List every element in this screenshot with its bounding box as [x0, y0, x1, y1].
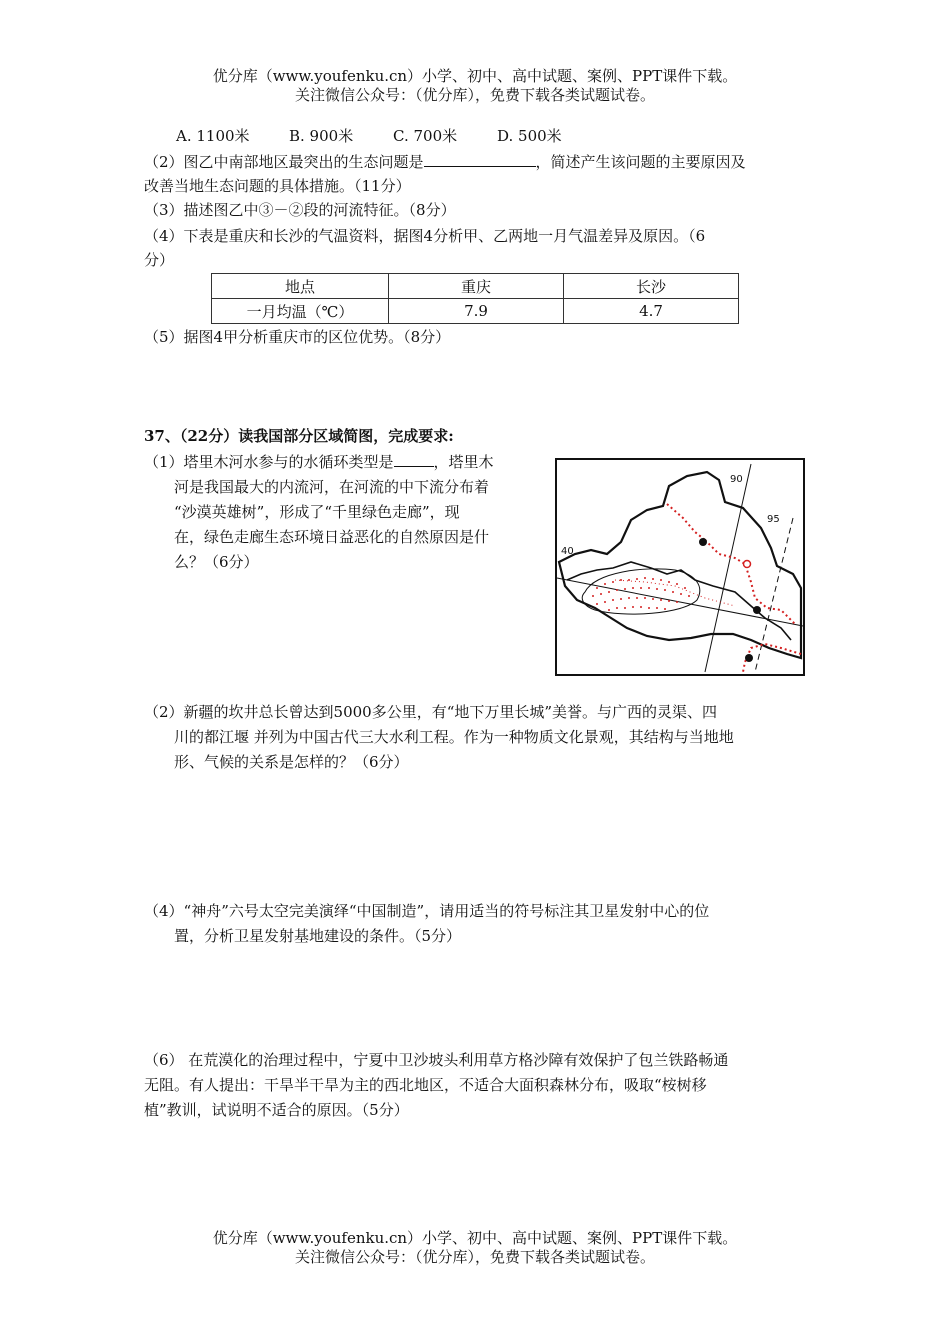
map-frame [556, 459, 804, 675]
region-map [555, 458, 805, 676]
q37-part6-line2: 无阻。有人提出：干旱半干旱为主的西北地区，不适合大面积森林分布，吸取“桉树移 [144, 1076, 707, 1094]
header-line-1: 优分库（www.youfenku.cn）小学、初中、高中试题、案例、PPT课件下载。 [212, 67, 738, 85]
table-header-changsha: 长沙 [564, 274, 739, 299]
option-b: B. 900米 [289, 127, 354, 145]
q37-part4-line2: 置，分析卫星发射基地建设的条件。（5分） [174, 927, 462, 945]
city-dot [699, 538, 707, 546]
table-header-place: 地点 [212, 274, 389, 299]
table-cell-chongqing: 7.9 [389, 299, 564, 324]
q37-part6-line1: （6） 在荒漠化的治理过程中，宁夏中卫沙坡头利用草方格沙障有效保护了包兰铁路畅通 [144, 1051, 729, 1069]
temperature-table [211, 273, 739, 324]
label-40: 40 [561, 546, 574, 557]
q37-part1-text-b: ，塔里木 [433, 453, 494, 471]
q37-part1-line5: 么？（6分） [174, 553, 259, 571]
q36-part2-line2: 改善当地生态问题的具体措施。（11分） [144, 177, 411, 195]
table-header-row [212, 274, 739, 299]
footer-line-2: 关注微信公众号：（优分库），免费下载各类试题试卷。 [294, 1248, 655, 1266]
option-a: A. 1100米 [176, 127, 250, 145]
table-row [212, 299, 739, 324]
q37-part2-line3: 形、气候的关系是怎样的？（6分） [174, 753, 409, 771]
city-dot [753, 606, 761, 614]
region-map-svg [555, 458, 805, 676]
q37-part6-line3: 植”教训，试说明不适合的原因。（5分） [144, 1101, 409, 1119]
q36-part2-text-b: ，简述产生该问题的主要原因及 [535, 153, 746, 171]
q37-part1-line3: “沙漠英雄树”，形成了“千里绿色走廊”，现 [174, 503, 460, 521]
table-cell-label: 一月均温（℃） [212, 299, 389, 324]
table-cell-changsha: 4.7 [564, 299, 739, 324]
q37-part1-text-a: （1）塔里木河水参与的水循环类型是 [144, 453, 394, 471]
q37-part4-line1: （4）“神舟”六号太空完美演绎“中国制造”，请用适当的符号标注其卫星发射中心的位 [144, 902, 710, 920]
answer-blank[interactable] [394, 450, 434, 467]
footer-line-1: 优分库（www.youfenku.cn）小学、初中、高中试题、案例、PPT课件下载。 [212, 1229, 738, 1247]
q37-part1-line4: 在，绿色走廊生态环境日益恶化的自然原因是什 [174, 528, 490, 546]
q37-part1-line1 [144, 450, 494, 475]
label-95: 95 [767, 514, 780, 525]
option-d: D. 500米 [497, 127, 562, 145]
city-dot [745, 654, 753, 662]
q37-part1-line2: 河是我国最大的内流河，在河流的中下流分布着 [174, 478, 490, 496]
city-dot-open [744, 561, 751, 568]
answer-blank[interactable] [424, 150, 536, 167]
table-header-chongqing: 重庆 [389, 274, 564, 299]
q37-part2-line2: 川的都江堰 并列为中国古代三大水利工程。作为一种物质文化景观，其结构与当地地 [174, 728, 734, 746]
q37-part2-line1: （2）新疆的坎井总长曾达到5000多公里，有“地下万里长城”美誉。与广西的灵渠、四 [144, 703, 718, 721]
label-90: 90 [730, 474, 743, 485]
q36-part2-line1 [144, 150, 746, 175]
q36-part5: （5）据图4甲分析重庆市的区位优势。（8分） [144, 328, 451, 346]
q36-part2-text-a: （2）图乙中南部地区最突出的生态问题是 [144, 153, 424, 171]
q36-part4-line2: 分） [144, 251, 175, 269]
option-c: C. 700米 [393, 127, 458, 145]
header-line-2: 关注微信公众号：（优分库），免费下载各类试题试卷。 [294, 86, 655, 104]
q37-title: 37、（22分）读我国部分区域简图，完成要求: [144, 427, 454, 445]
q36-part3: （3）描述图乙中③－②段的河流特征。（8分） [144, 201, 456, 219]
q36-part4-line1: （4）下表是重庆和长沙的气温资料，据图4分析甲、乙两地一月气温差异及原因。（6 [144, 227, 706, 245]
